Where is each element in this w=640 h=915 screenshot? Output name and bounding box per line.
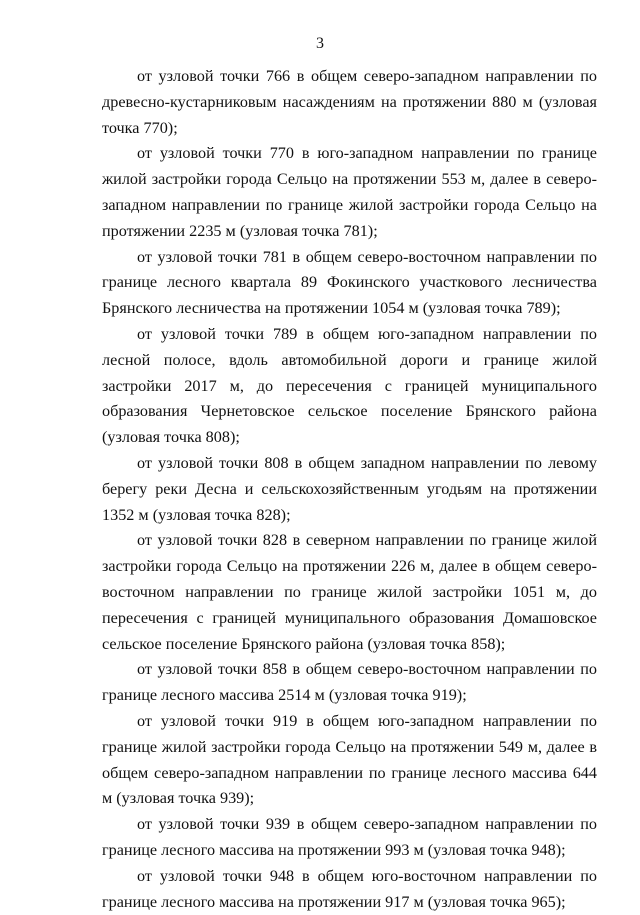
document-body [102,64,597,915]
page-number: 3 [316,35,324,52]
paragraph: от узловой точки 858 в общем северо-восточном направлении по границе лесного массива 2514 м (узловая точка 919); [102,660,597,705]
paragraph: от узловой точки 828 в северном направлении по границе жилой застройки города Сельцо на протяжении 226 м, далее в общем северо-восточном направлении по границе жилой застройки 1051 м, до пересечения с границей муниципального образования Домашовское сельское поселение Брянского района (узловая точка 858); [102,531,597,653]
paragraph: от узловой точки 770 в юго-западном направлении по границе жилой застройки города Сельцо на протяжении 553 м, далее в северо-западном направлении по границе жилой застройки города Сельцо на протяжении 2235 м (узловая точка 781); [102,144,597,240]
paragraph: от узловой точки 766 в общем северо-западном направлении по древесно-кустарниковым насаждениям на протяжении 880 м (узловая точка 770); [102,67,597,137]
paragraph: от узловой точки 781 в общем северо-восточном направлении по границе лесного квартала 89 Фокинского участкового лесничества Брянского лесничества на протяжении 1054 м (узловая точка 789); [102,247,597,318]
paragraph: от узловой точки 939 в общем северо-западном направлении по границе лесного массива на протяжении 993 м (узловая точка 948); [102,815,597,859]
paragraph: от узловой точки 789 в общем юго-западном направлении по лесной полосе, вдоль автомобильной дороги и границе жилой застройки 2017 м, до пересечения с границей муниципального образования Чернетовское сельское поселение Брянского района (узловая точка 808); [102,324,597,447]
paragraph: от узловой точки 919 в общем юго-западном направлении по границе жилой застройки города Сельцо на протяжении 549 м, далее в общем северо-западном направлении по границе лесного массива 644 м (узловая точка 939); [102,711,597,808]
paragraph: от узловой точки 948 в общем юго-восточном направлении по границе лесного массива на протяжении 917 м (узловая точка 965); [102,866,597,911]
paragraph: от узловой точки 808 в общем западном направлении по левому берегу реки Десна и сельскохозяйственным угодьям на протяжении 1352 м (узловая точка 828); [102,453,597,524]
